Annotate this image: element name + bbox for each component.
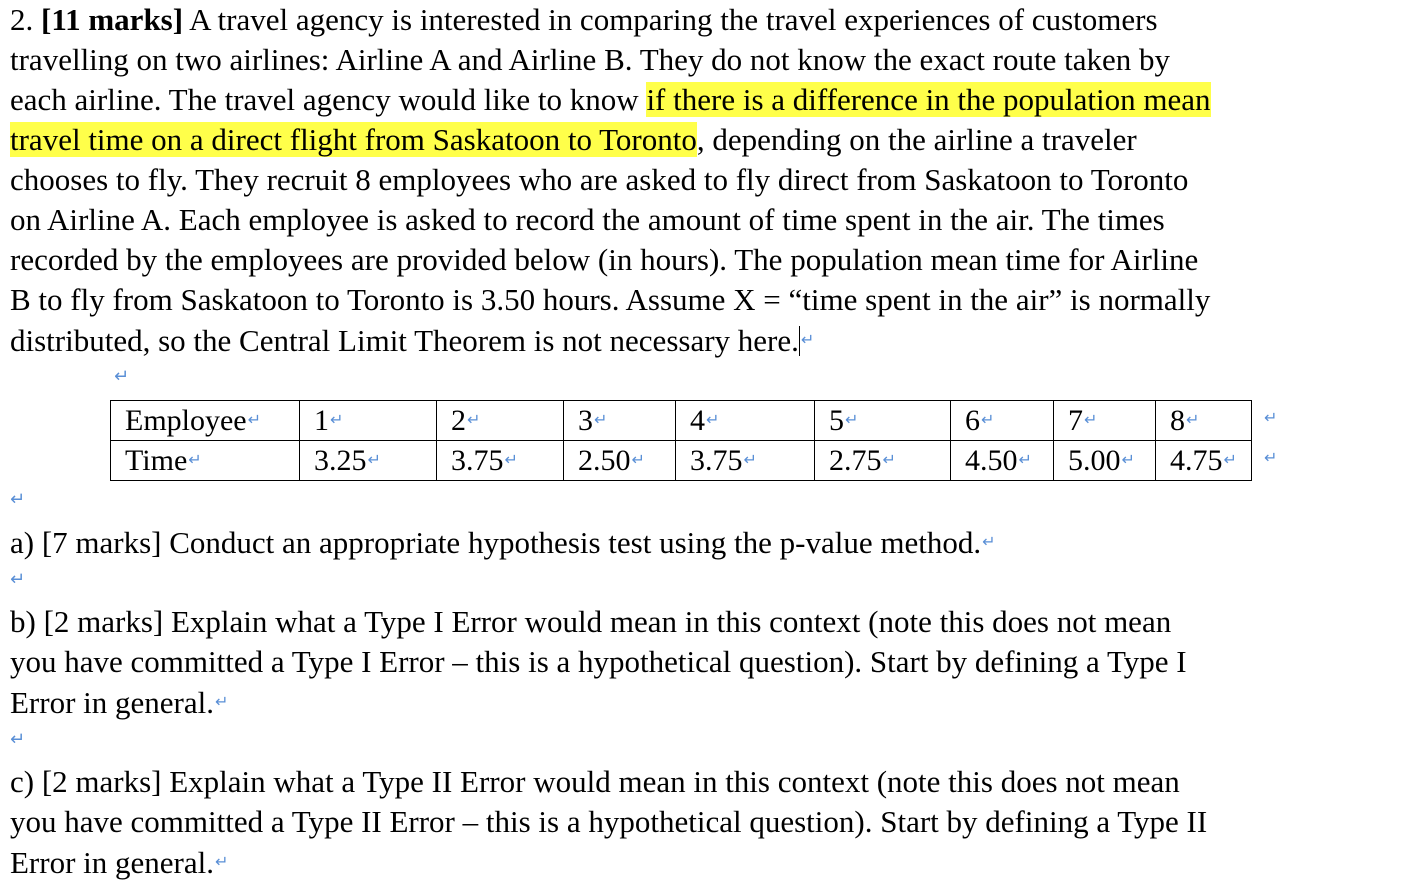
paragraph-mark-icon: ↵ (706, 410, 720, 429)
paragraph-mark-icon: ↵ (247, 410, 262, 429)
paragraph-mark-icon: ↵ (882, 450, 896, 469)
part-a-text: a) [7 marks] Conduct an appropriate hypothesis test using the p-value method. (10, 525, 982, 560)
paragraph-mark-icon: ↵ (188, 450, 202, 469)
paragraph-mark-icon: ↵ (214, 852, 229, 871)
question-line-2 (10, 40, 1170, 80)
paragraph-mark-icon: ↵ (594, 410, 608, 429)
paragraph-mark-icon: ↵ (1186, 410, 1200, 429)
part-c-line-2 (10, 802, 1207, 842)
table-cell (1054, 441, 1156, 481)
time-value: 3.75 (690, 444, 743, 477)
time-row (111, 441, 1252, 481)
table-cell (1054, 401, 1156, 441)
employee-row (111, 401, 1252, 441)
question-text: B to fly from Saskatoon to Toronto is 3.50 hours. Assume X = “time spent in the air” is normally (10, 282, 1211, 317)
part-a (10, 522, 996, 562)
time-value: 5.00 (1068, 444, 1121, 477)
part-c-text: you have committed a Type II Error – this is a hypothetical question). Start by defining a Type II (10, 804, 1208, 839)
time-table (110, 400, 1252, 481)
time-value: 2.50 (578, 444, 631, 477)
time-value: 3.25 (314, 444, 367, 477)
question-text: travelling on two airlines: Airline A and Airline B. They do not know the exact route taken by (10, 42, 1170, 77)
paragraph-mark-icon: ↵ (1018, 450, 1032, 469)
table-cell (564, 401, 676, 441)
table-cell (951, 441, 1054, 481)
part-b-line-3 (10, 682, 228, 722)
table-cell (111, 401, 300, 441)
question-text: on Airline A. Each employee is asked to record the amount of time spent in the air. The times (10, 202, 1165, 237)
paragraph-mark-icon: ↵ (367, 450, 381, 469)
question-line-5 (10, 160, 1188, 200)
question-text: A travel agency is interested in comparing the travel experiences of customers (183, 2, 1158, 37)
paragraph-mark-icon: ↵ (800, 330, 815, 349)
question-line-6 (10, 200, 1165, 240)
time-value: 2.75 (829, 444, 882, 477)
paragraph-mark-icon: ↵ (10, 569, 26, 590)
paragraph-mark-icon: ↵ (743, 450, 757, 469)
end-of-row-mark-icon: ↵ (1264, 408, 1278, 427)
employee-number: 8 (1170, 404, 1185, 437)
highlighted-text: travel time on a direct flight from Saskatoon to Toronto (10, 122, 697, 157)
table-cell (951, 401, 1054, 441)
time-value: 4.50 (965, 444, 1018, 477)
paragraph-mark-icon: ↵ (982, 532, 996, 551)
question-text: recorded by the employees are provided below (in hours). The population mean time for Airline (10, 242, 1199, 277)
employee-number: 3 (578, 404, 593, 437)
table-cell (111, 441, 300, 481)
part-c-text: c) [2 marks] Explain what a Type II Error would mean in this context (note this does not mean (10, 764, 1180, 799)
paragraph-mark-icon: ↵ (330, 410, 344, 429)
employee-number: 5 (829, 404, 844, 437)
paragraph-mark-icon: ↵ (1084, 410, 1098, 429)
time-value: 4.75 (1170, 444, 1223, 477)
question-line-4 (10, 120, 1137, 160)
paragraph-mark-icon: ↵ (631, 450, 645, 469)
employee-number: 2 (451, 404, 466, 437)
question-line-9 (10, 320, 814, 360)
text-cursor (799, 326, 800, 356)
paragraph-mark-icon: ↵ (114, 366, 130, 387)
question-text: , depending on the airline a traveler (696, 122, 1137, 157)
paragraph-mark-icon: ↵ (1223, 450, 1237, 469)
question-line-3 (10, 80, 1211, 120)
part-c-text: Error in general. (10, 845, 214, 880)
table-cell (815, 441, 951, 481)
paragraph-mark-icon: ↵ (467, 410, 481, 429)
paragraph-mark-icon: ↵ (504, 450, 518, 469)
question-text: chooses to fly. They recruit 8 employees who are asked to fly direct from Saskatoon to Toronto (10, 162, 1189, 197)
question-line-7 (10, 240, 1198, 280)
part-b-text: b) [2 marks] Explain what a Type I Error would mean in this context (note this does not mean (10, 604, 1172, 639)
paragraph-mark-icon: ↵ (1121, 450, 1135, 469)
highlighted-text: if there is a difference in the population mean (646, 82, 1211, 117)
end-of-row-mark-icon: ↵ (1264, 448, 1278, 467)
table-cell (1156, 441, 1252, 481)
employee-number: 6 (965, 404, 980, 437)
part-b-text: Error in general. (10, 685, 214, 720)
table-cell (1156, 401, 1252, 441)
part-b-line-1 (10, 602, 1171, 642)
paragraph-mark-icon: ↵ (981, 410, 995, 429)
part-b-line-2 (10, 642, 1187, 682)
marks-label: [11 marks] (41, 2, 184, 37)
part-b-text: you have committed a Type I Error – this is a hypothetical question). Start by defining a Type I (10, 644, 1187, 679)
table-cell (437, 401, 564, 441)
table-cell (300, 441, 437, 481)
paragraph-mark-icon: ↵ (214, 692, 229, 711)
paragraph-mark-icon: ↵ (845, 410, 859, 429)
table-cell (676, 441, 815, 481)
question-text: distributed, so the Central Limit Theorem is not necessary here. (10, 323, 799, 358)
part-c-line-1 (10, 762, 1180, 802)
employee-number: 4 (690, 404, 705, 437)
table-cell (676, 401, 815, 441)
row-label: Time (125, 444, 188, 477)
question-number: 2. (10, 2, 41, 37)
table-cell (564, 441, 676, 481)
table-cell (300, 401, 437, 441)
question-line-8 (10, 280, 1210, 320)
table-cell (437, 441, 564, 481)
paragraph-mark-icon: ↵ (10, 729, 26, 750)
time-value: 3.75 (451, 444, 504, 477)
employee-number: 1 (314, 404, 329, 437)
part-c-line-3 (10, 842, 228, 882)
table-cell (815, 401, 951, 441)
employee-number: 7 (1068, 404, 1083, 437)
paragraph-mark-icon: ↵ (10, 489, 26, 510)
question-line-1 (10, 0, 1158, 40)
row-label: Employee (125, 404, 247, 437)
question-text: each airline. The travel agency would like to know (10, 82, 647, 117)
